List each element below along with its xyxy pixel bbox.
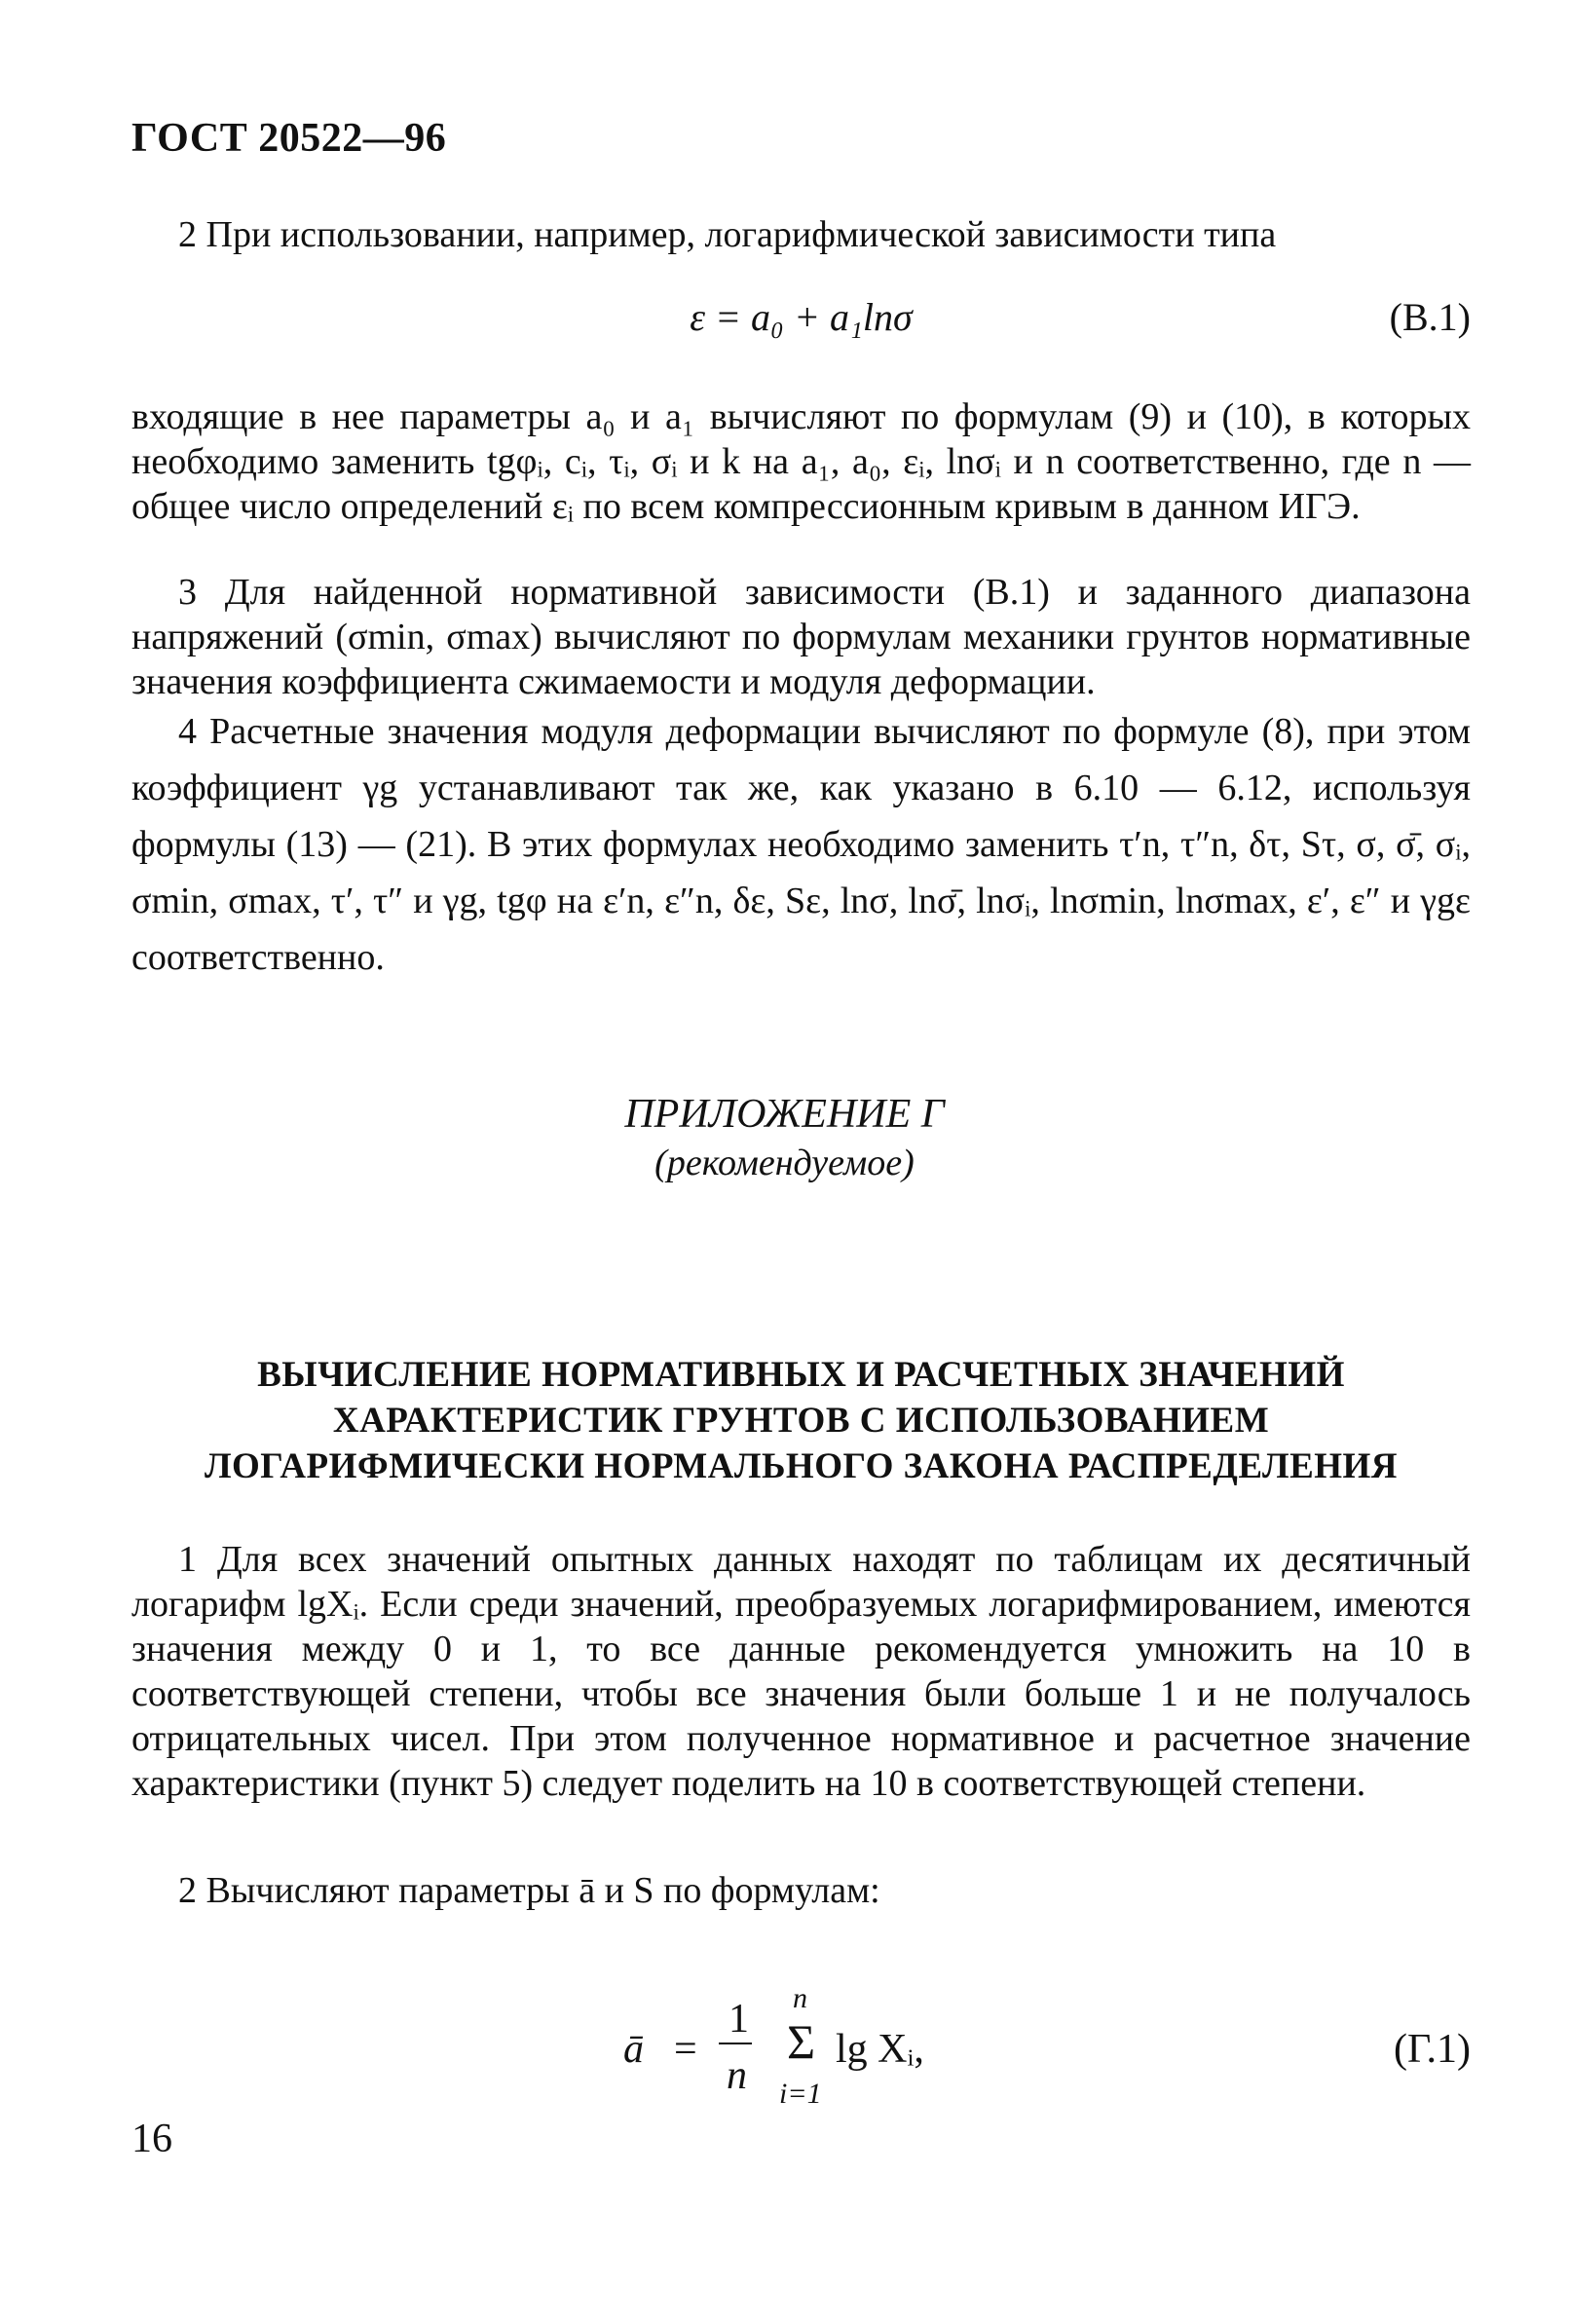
formula-g1-term: lg Xᵢ, <box>836 2027 924 2072</box>
section-heading <box>131 1352 1471 1489</box>
section-paragraph-1: 1 Для всех значений опытных данных находят по таблицам их десятичный логарифм lgXᵢ. Если среди значений, преобразуемых логарифмированием, имеются значения между 0 и 1, то все данные рекомендуется умножить на 10 в соответствующей степени, чтобы все значения были больше 1 и не получалось отрицательных чисел. При этом полученное нормативное и расчетное значение характеристики (пункт 5) следует поделить на 10 в соответствующей степени. <box>131 1539 1471 1804</box>
formula-g1 <box>0 1982 1569 2118</box>
formula-g1-equals: = <box>674 2027 697 2072</box>
formula-g1-fraction-numerator: 1 <box>728 1997 749 2042</box>
paragraph-3: 3 Для найденной нормативной зависимости (В.1) и заданного диапазона напряжений (σmin, σmax) вычисляют по формулам механики грунтов нормативные значения коэффициента сжимаемости и модуля деформации. <box>131 572 1471 702</box>
formula-g1-sigma: Σ <box>787 2014 816 2069</box>
paragraph-2: 2 При использовании, например, логарифмической зависимости типа <box>178 214 1277 255</box>
formula-g1-fraction-denominator: n <box>727 2053 747 2098</box>
formula-g1-sum-upper: n <box>793 1982 807 2014</box>
page-number: 16 <box>131 2117 172 2161</box>
formula-b1 <box>131 292 1471 343</box>
paragraph-4: 4 Расчетные значения модуля деформации вычисляют по формуле (8), при этом коэффициент γg устанавливают так же, как указано в 6.10 — 6.12, используя формулы (13) — (21). В этих формулах необходимо заменить τ′n, τ″n, δτ, Sτ, σ, σ̄, σᵢ, σmin, σmax, τ′, τ″ и γg, tgφ на ε′n, ε″n, δε, Sε, lnσ, lnσ̄, lnσᵢ, lnσmin, lnσmax, ε′, ε″ и γgε соответственно. <box>131 711 1471 978</box>
formula-g1-lhs: ā <box>623 2027 644 2072</box>
formula-g1-number: (Г.1) <box>1393 2027 1471 2072</box>
paragraph-after-b1: входящие в нее параметры a₀ и a₁ вычисляют по формулам (9) и (10), в которых необходимо заменить tgφᵢ, cᵢ, τᵢ, σᵢ и k на a₁, a₀, εᵢ, lnσᵢ и n соответственно, где n — общее число определений εᵢ по всем компрессионным кривым в данном ИГЭ. <box>131 396 1471 527</box>
section-heading-line: ХАРАКТЕРИСТИК ГРУНТОВ С ИСПОЛЬЗОВАНИЕМ <box>332 1401 1270 1441</box>
appendix-title: ПРИЛОЖЕНИЕ Г <box>624 1092 945 1137</box>
section-paragraph-2: 2 Вычисляют параметры ā и S по формулам: <box>178 1870 880 1911</box>
formula-b1-expression: ε = a₀ + a₁lnσ <box>690 295 913 339</box>
appendix-subtitle: (рекомендуемое) <box>654 1143 915 1183</box>
section-heading-line: ВЫЧИСЛЕНИЕ НОРМАТИВНЫХ И РАСЧЕТНЫХ ЗНАЧЕНИЙ <box>257 1355 1345 1395</box>
formula-b1-number: (В.1) <box>1389 295 1471 339</box>
section-heading-line: ЛОГАРИФМИЧЕСКИ НОРМАЛЬНОГО ЗАКОНА РАСПРЕДЕЛЕНИЯ <box>204 1446 1399 1486</box>
document-code: ГОСТ 20522—96 <box>131 116 447 161</box>
formula-g1-fraction-bar <box>719 2043 752 2044</box>
formula-g1-sum-lower: i=1 <box>779 2078 822 2110</box>
